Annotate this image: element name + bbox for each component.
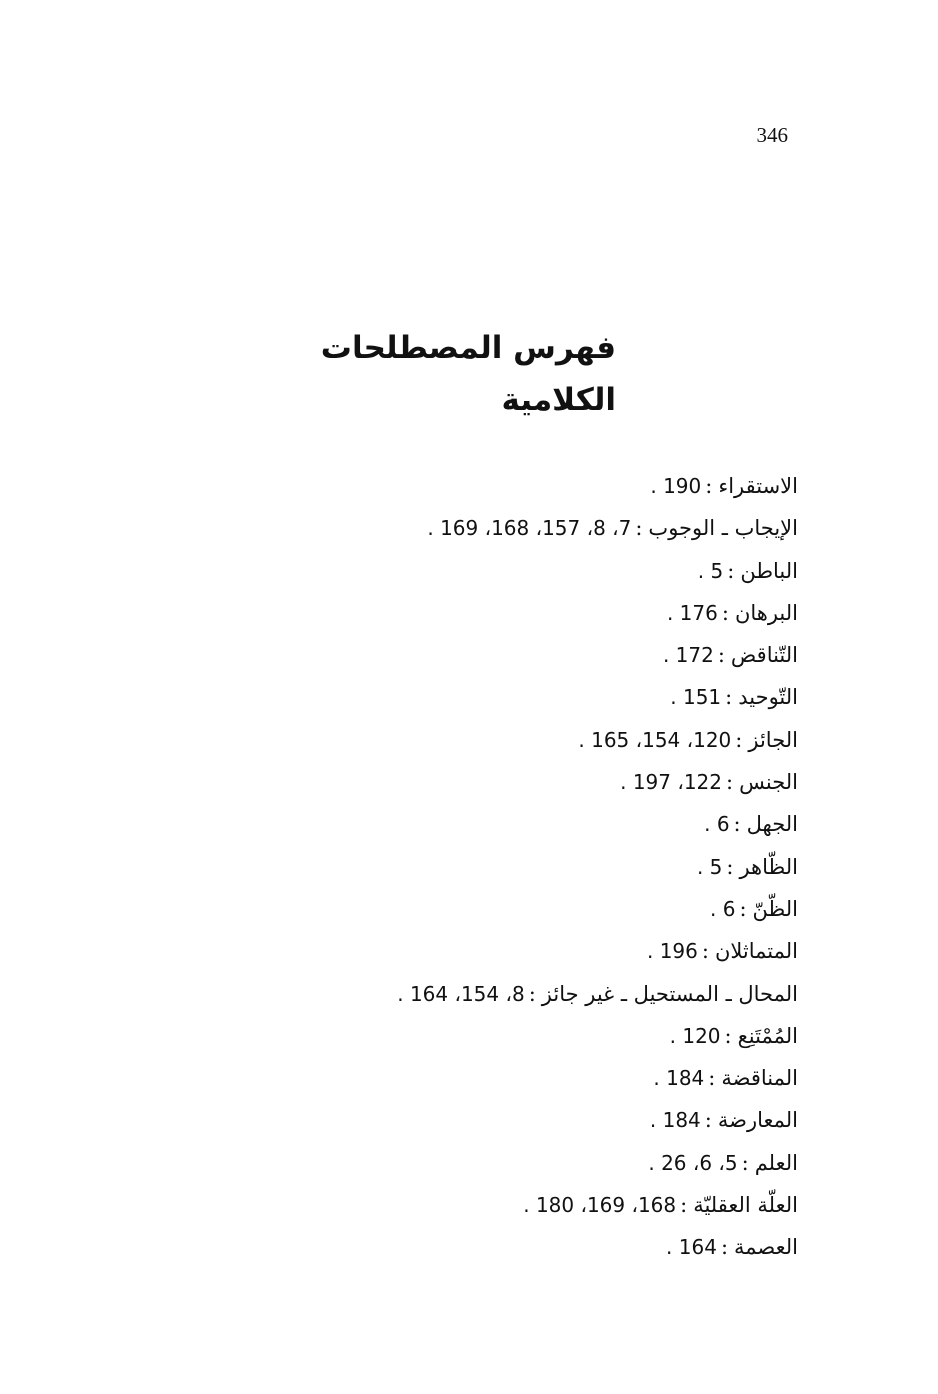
index-entry (278, 1226, 798, 1268)
entry-pages: 168، 169، 180 . (523, 1193, 677, 1218)
entry-pages: 151 . (670, 685, 722, 710)
entry-term: الظّنّ (752, 896, 798, 921)
entry-term: العلّة العقليّة (693, 1193, 798, 1218)
entry-pages: 120 . (669, 1023, 721, 1048)
entry-separator: : (724, 1023, 732, 1048)
entry-pages: 5 . (696, 854, 723, 879)
entry-pages: 184 . (649, 1108, 701, 1133)
entry-pages: 164 . (666, 1235, 717, 1260)
entry-separator: : (741, 1150, 749, 1175)
entry-term: المُمْتَنِع (737, 1023, 798, 1048)
entry-term: العصمة (734, 1235, 798, 1260)
entry-separator: : (705, 474, 713, 498)
entry-separator: : (739, 896, 747, 921)
index-entry (278, 761, 798, 803)
entry-separator: : (727, 558, 735, 583)
entry-pages: 7، 8، 157، 168، 169 . (427, 516, 632, 541)
index-entry (278, 803, 798, 845)
entry-term: الجنس (739, 770, 798, 795)
index-entry (278, 1142, 798, 1184)
entry-term: التّوحيد (738, 685, 798, 710)
index-entry (278, 634, 798, 676)
entry-pages: 6 . (704, 812, 730, 837)
index-entry (278, 507, 798, 549)
entry-pages: 172 . (662, 643, 714, 668)
index-entry (278, 592, 798, 634)
entry-term: العلم (754, 1150, 798, 1175)
entry-separator: : (725, 685, 733, 710)
index-entry (278, 550, 798, 592)
entry-pages: 8، 154، 164 . (397, 981, 525, 1006)
page-title: فهرس المصطلحات الكلامية (320, 330, 616, 418)
entry-term: الباطن (740, 558, 798, 583)
entry-separator: : (735, 727, 743, 752)
entry-pages: 196 . (646, 939, 698, 964)
index-entry (278, 676, 798, 718)
entry-pages: 122، 197 . (620, 770, 723, 795)
entry-term: البرهان (734, 600, 798, 625)
entry-term: الظّاهر (739, 854, 798, 879)
page-number: 346 (756, 123, 788, 147)
entry-term: الاستقراء (718, 474, 798, 498)
entry-separator: : (704, 1108, 712, 1133)
index-entry (278, 465, 798, 507)
entry-term: المتماثلان (714, 939, 798, 964)
entry-separator: : (717, 643, 725, 668)
entry-separator: : (680, 1193, 688, 1218)
index-entry (278, 888, 798, 930)
entry-term: الإيجاب ـ الوجوب (648, 516, 798, 541)
entry-separator: : (701, 939, 709, 964)
entry-pages: 190 . (650, 474, 702, 498)
index-list (278, 465, 798, 1269)
index-entry (278, 1057, 798, 1099)
index-entry (278, 719, 798, 761)
entry-pages: 184 . (653, 1066, 705, 1091)
entry-pages: 5 . (697, 558, 724, 583)
entry-term: المحال ـ المستحيل ـ غير جائز (541, 981, 798, 1006)
entry-separator: : (528, 981, 536, 1006)
entry-term: المعارضة (717, 1108, 798, 1133)
entry-pages: 6 . (710, 896, 736, 921)
entry-separator: : (721, 600, 729, 625)
index-entry (278, 1015, 798, 1057)
entry-separator: : (733, 812, 741, 837)
entry-term: الجهل (746, 812, 798, 837)
index-entry (278, 1184, 798, 1226)
index-entry (278, 1099, 798, 1141)
entry-term: التّناقض (730, 643, 798, 668)
entry-term: الجائز (748, 727, 798, 752)
entry-separator: : (726, 854, 734, 879)
entry-separator: : (720, 1235, 729, 1260)
entry-pages: 120، 154، 165 . (578, 727, 732, 752)
entry-separator: : (708, 1066, 716, 1091)
index-entry (278, 973, 798, 1015)
entry-term: المناقضة (721, 1066, 798, 1091)
index-entry (278, 846, 798, 888)
entry-separator: : (635, 516, 643, 541)
entry-pages: 5، 6، 26 . (648, 1150, 738, 1175)
entry-pages: 176 . (666, 600, 718, 625)
index-entry (278, 930, 798, 972)
entry-separator: : (726, 770, 734, 795)
